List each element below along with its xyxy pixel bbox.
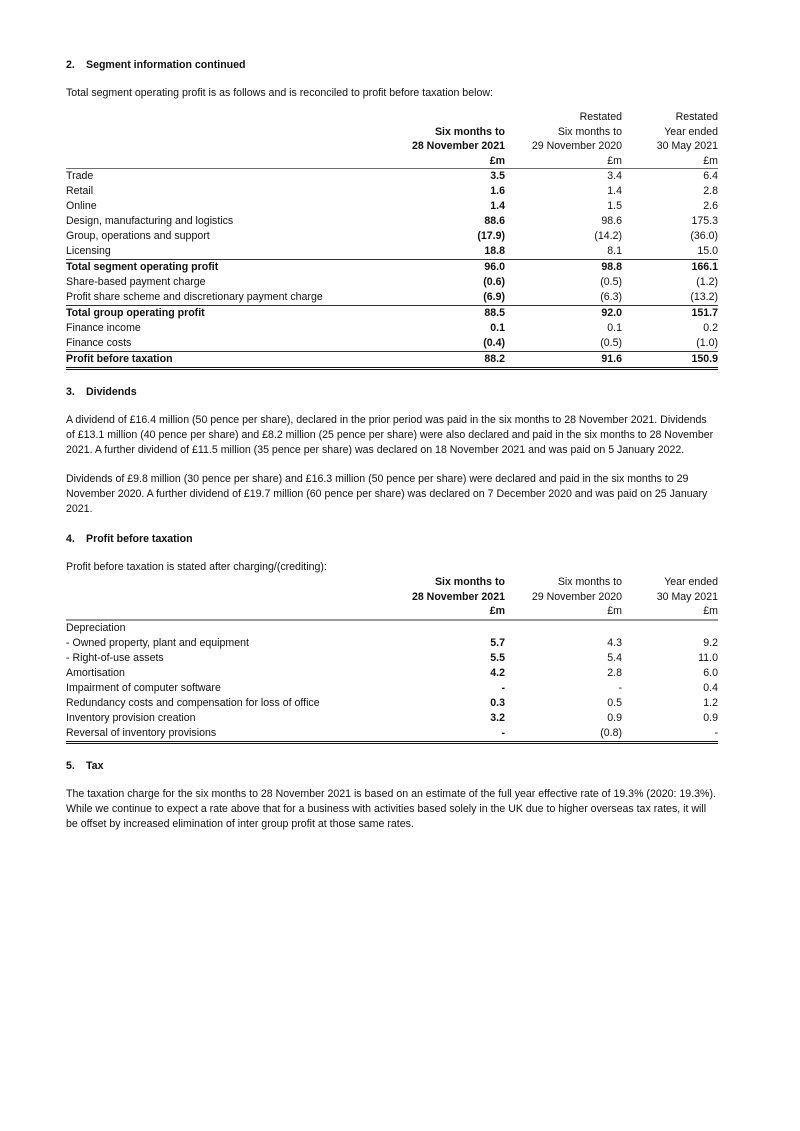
table-row: [66, 275, 718, 290]
cell-2021: 5.5: [490, 651, 505, 664]
cell-year: (1.0): [622, 336, 718, 352]
cell-2021: -: [501, 681, 505, 694]
row-label: Inventory provision creation: [66, 711, 196, 724]
cell-2020: 1.4: [607, 185, 622, 197]
row-label: Group, operations and support: [66, 230, 210, 242]
cell-2021: 1.4: [490, 200, 505, 212]
table-header-row: [66, 139, 718, 154]
cell-2021: (0.4): [380, 336, 505, 352]
section-2-intro: Total segment operating profit is as follows and is reconciled to profit before taxation below:: [66, 87, 493, 99]
cell-2021: 4.2: [490, 666, 505, 679]
cell-2021: 88.2: [380, 352, 505, 369]
section-title: Dividends: [86, 386, 137, 398]
row-label: Total group operating profit: [66, 307, 205, 319]
cell-2020: 98.8: [601, 261, 622, 273]
cell-2020: 0.1: [607, 322, 622, 334]
header-cell: £m: [505, 154, 622, 169]
table-row: [66, 726, 718, 743]
cell-year: 6.0: [703, 666, 718, 679]
tax-paragraph: The taxation charge for the six months to 28 November 2021 is based on an estimate of the full year effective rate of 19.3% (2020: 19.3%). While we continue to expect a rate above that for a business with activities based solely in the UK due to higher overseas tax rates, it will be offset by increased elimination of inter group profit at those same rates.: [66, 787, 716, 830]
section-number: 2.: [66, 59, 75, 71]
table-row: [66, 290, 718, 306]
header-cell: 29 November 2020: [531, 140, 622, 152]
header-cell: £m: [505, 604, 622, 620]
table-row: [66, 214, 718, 229]
section-title: Profit before taxation: [86, 533, 193, 545]
header-cell: Restated: [675, 111, 718, 123]
section-number: 4.: [66, 533, 75, 545]
cell-2020: 2.8: [607, 666, 622, 679]
section-number: 3.: [66, 386, 75, 398]
row-label: Amortisation: [66, 666, 125, 679]
cell-year: -: [622, 726, 718, 743]
cell-2020: (0.5): [505, 336, 622, 352]
row-label: Reversal of inventory provisions: [66, 726, 380, 743]
cell-2020: (0.5): [600, 276, 622, 288]
section-4-heading: [66, 532, 718, 546]
row-label: - Right-of-use assets: [66, 651, 164, 664]
cell-2021: 96.0: [484, 261, 505, 273]
cell-2021: 88.5: [484, 307, 505, 319]
header-cell: Six months to: [557, 125, 622, 138]
cell-2021: (17.9): [477, 230, 505, 242]
cell-2021: 1.6: [490, 185, 505, 197]
section-title: Tax: [86, 759, 104, 772]
row-label: Depreciation: [66, 621, 126, 634]
row-label: - Owned property, plant and equipment: [66, 636, 249, 649]
header-cell: £m: [622, 604, 718, 620]
cell-2021: 0.1: [490, 322, 505, 334]
table-row: [66, 244, 718, 260]
cell-2021: 18.8: [380, 244, 505, 260]
table-row: [66, 696, 718, 711]
row-label: Share-based payment charge: [66, 276, 206, 288]
header-cell: Six months to: [557, 576, 622, 588]
header-cell: [66, 604, 380, 620]
section-3-heading: [66, 385, 718, 399]
cell-year: 11.0: [698, 651, 718, 664]
cell-2021: 5.7: [490, 636, 505, 649]
cell-year: 6.4: [703, 170, 718, 182]
cell-year: [622, 620, 718, 636]
table-row: [66, 199, 718, 214]
table-row: [66, 666, 718, 681]
cell-year: 175.3: [691, 215, 718, 227]
cell-2020: (14.2): [594, 230, 622, 242]
section-2-heading: [66, 58, 718, 72]
document-page: [66, 58, 718, 832]
table-unit-row: [66, 154, 718, 169]
cell-year: (1.2): [696, 276, 718, 288]
cell-year: 2.8: [703, 185, 718, 197]
cell-2021: -: [380, 726, 505, 743]
cell-2020: 0.5: [607, 696, 622, 709]
cell-2020: 98.6: [601, 215, 622, 227]
cell-year: 15.0: [622, 244, 718, 260]
cell-2020: 5.4: [607, 651, 622, 664]
cell-2020: [505, 620, 622, 636]
table-row: [66, 229, 718, 244]
table-row: [66, 321, 718, 336]
header-cell: [66, 139, 380, 154]
row-label: Design, manufacturing and logistics: [66, 215, 234, 227]
table-row: [66, 681, 718, 696]
row-label: Impairment of computer software: [66, 681, 221, 694]
header-cell: 28 November 2021: [411, 590, 505, 603]
table-header-row: [66, 110, 718, 125]
section-5-heading: [66, 759, 718, 773]
header-cell: £m: [380, 154, 505, 169]
header-cell: £m: [622, 154, 718, 169]
row-label: Trade: [66, 170, 94, 182]
cell-year: 166.1: [691, 261, 718, 273]
row-label: Licensing: [66, 244, 380, 260]
table-row: [66, 651, 718, 666]
dividends-paragraph-2: Dividends of £9.8 million (30 pence per share) and £16.3 million (50 pence per share) were declared and paid in the six months to 29 November 2020. A further dividend of £19.7 million (60 pence per share) was declared on 7 December 2020 and was paid on 25 January 2021.: [66, 473, 708, 515]
cell-2021: (6.9): [380, 290, 505, 306]
header-cell: Six months to: [434, 576, 505, 588]
row-label: Finance costs: [66, 336, 380, 352]
cell-2021: [380, 620, 505, 636]
header-cell: 30 May 2021: [656, 590, 718, 603]
row-label: Profit share scheme and discretionary payment charge: [66, 290, 380, 306]
table-row: [66, 336, 718, 352]
row-label: Total segment operating profit: [66, 261, 219, 273]
cell-year: (36.0): [690, 230, 718, 242]
cell-2020: -: [618, 681, 622, 694]
cell-2020: 4.3: [607, 636, 622, 649]
cell-year: 0.9: [703, 711, 718, 724]
cell-2021: 88.6: [484, 215, 505, 227]
cell-2020: 91.6: [505, 352, 622, 369]
row-label: Online: [66, 200, 97, 212]
section-title: Segment information continued: [86, 59, 246, 71]
table-row: [66, 184, 718, 199]
table-row: [66, 711, 718, 726]
table-header-row: [66, 575, 718, 590]
section-4-intro: Profit before taxation is stated after charging/(crediting):: [66, 561, 327, 573]
header-cell: £m: [380, 604, 505, 620]
header-cell: Year ended: [664, 125, 718, 138]
header-cell: Six months to: [434, 125, 505, 138]
header-cell: [380, 110, 505, 125]
table-row: [66, 620, 718, 636]
table-row: [66, 169, 718, 185]
row-label: Redundancy costs and compensation for loss of office: [66, 696, 320, 709]
header-cell: 29 November 2020: [531, 590, 622, 603]
header-cell: Year ended: [664, 576, 718, 588]
cell-year: 151.7: [691, 307, 718, 319]
cell-2021: 3.2: [490, 711, 505, 724]
section-number: 5.: [66, 759, 75, 772]
row-label: Finance income: [66, 322, 141, 334]
cell-year: 0.4: [703, 681, 718, 694]
cell-year: 2.6: [703, 200, 718, 212]
cell-year: 0.2: [703, 322, 718, 334]
cell-year: 1.2: [703, 696, 718, 709]
header-cell: [66, 590, 380, 605]
table-header-row: [66, 590, 718, 605]
cell-2020: (6.3): [505, 290, 622, 306]
table-total-row: [66, 352, 718, 369]
header-cell: 30 May 2021: [656, 140, 718, 152]
table-total-row: [66, 260, 718, 276]
cell-2021: 0.3: [490, 696, 505, 709]
cell-year: 150.9: [622, 352, 718, 369]
cell-year: (13.2): [622, 290, 718, 306]
header-cell: [66, 154, 380, 169]
row-label: Retail: [66, 185, 94, 197]
row-label: Profit before taxation: [66, 352, 380, 369]
header-cell: Restated: [579, 111, 622, 123]
header-cell: 28 November 2021: [411, 140, 505, 152]
table-header-row: [66, 125, 718, 140]
cell-2021: 3.5: [490, 170, 505, 182]
cell-2021: (0.6): [483, 276, 505, 288]
dividends-paragraph-1: A dividend of £16.4 million (50 pence per share), declared in the prior period was paid in the six months to 28 November 2021. Dividends of £13.1 million (40 pence per share) and £8.2 million (25 pence per share) were also declared and paid in the six months to 28 November 2021. A further dividend of £11.5 million (35 pence per share) was declared on 18 November 2021 and was paid on 5 January 2022.: [66, 414, 714, 456]
cell-year: 9.2: [703, 636, 718, 649]
profit-before-taxation-table: [66, 575, 718, 744]
cell-2020: (0.8): [505, 726, 622, 743]
header-cell: [66, 575, 380, 590]
table-row: [66, 636, 718, 651]
cell-2020: 3.4: [607, 170, 622, 182]
cell-2020: 1.5: [607, 200, 622, 212]
table-total-row: [66, 306, 718, 322]
header-cell: [66, 125, 380, 140]
header-cell: [66, 110, 380, 125]
cell-2020: 0.9: [607, 711, 622, 724]
cell-2020: 92.0: [601, 307, 622, 319]
cell-2020: 8.1: [505, 244, 622, 260]
table-unit-row: [66, 604, 718, 620]
segment-operating-profit-table: [66, 110, 718, 370]
